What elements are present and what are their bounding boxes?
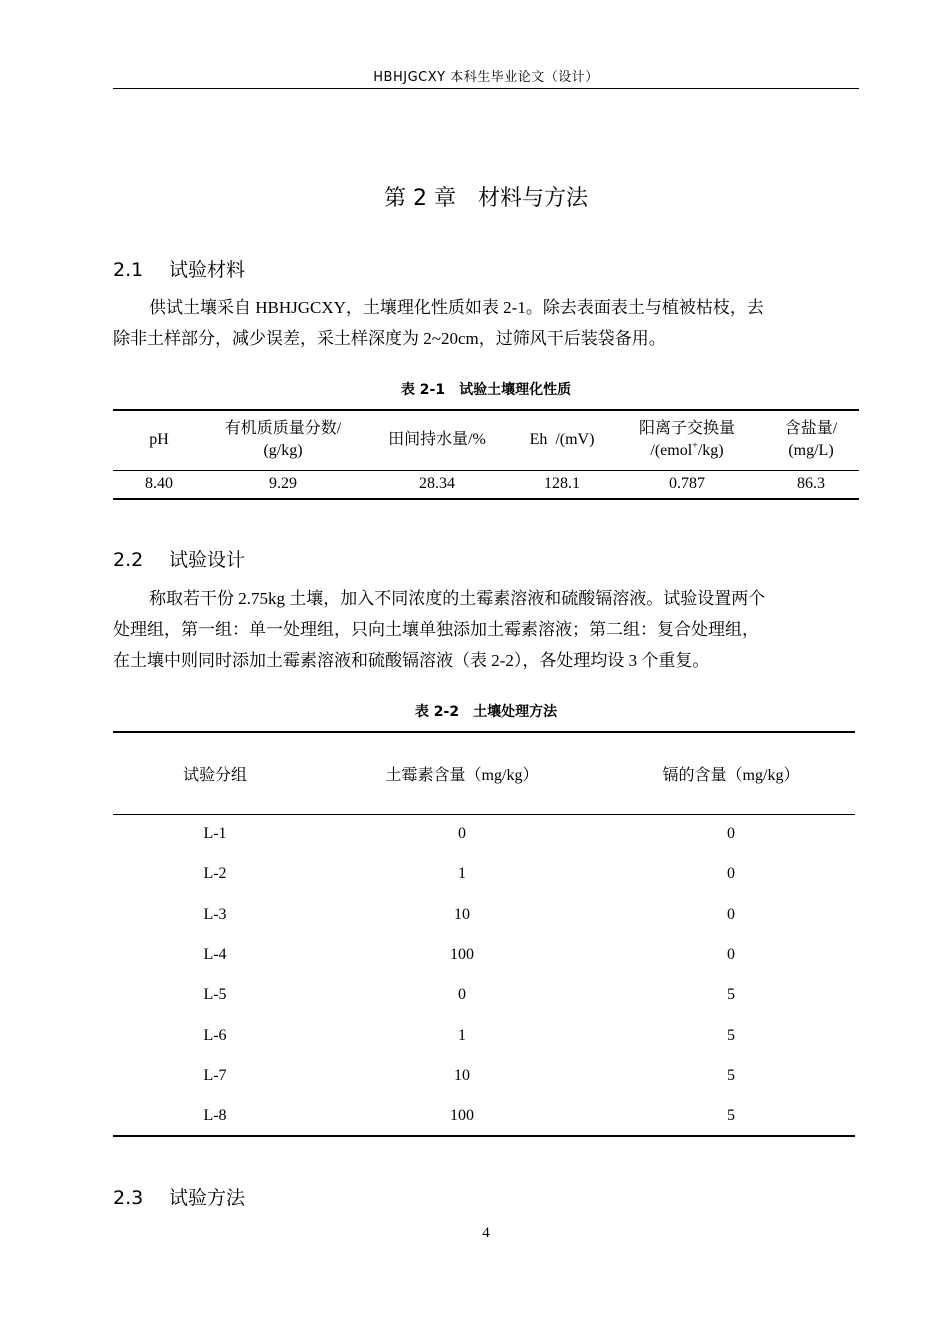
- paragraph-design: [113, 583, 859, 676]
- table-cell: L-2: [203, 865, 227, 883]
- paragraph-line: 处理组，第一组：单一处理组，只向土壤单独添加土霉素溶液；第二组：复合处理组，: [113, 620, 759, 639]
- table-cell: 0: [727, 905, 735, 923]
- table-cell: 5: [727, 986, 735, 1004]
- paragraph-line: 称取若干份 2.75kg 土壤，加入不同浓度的土霉素溶液和硫酸镉溶液。试验设置两个: [149, 589, 766, 608]
- soil-properties-table: [113, 409, 859, 500]
- table-row: [113, 470, 859, 499]
- chapter-title: 第 2 章 材料与方法: [384, 186, 588, 211]
- table-cell: L-3: [203, 905, 227, 923]
- column-header-oxytetracycline: 土霉素含量（mg/kg）: [317, 732, 607, 814]
- column-header-group: 试验分组: [113, 732, 317, 814]
- table-cell: 0.787: [669, 475, 705, 493]
- table-cell: 28.34: [419, 475, 455, 493]
- running-header: HBHJGCXY 本科生毕业论文（设计）: [373, 70, 599, 85]
- table-row: [113, 975, 855, 1015]
- table-cell: 9.29: [269, 475, 297, 493]
- section-title: 试验设计: [169, 549, 246, 571]
- table-header-row: [113, 732, 855, 814]
- treatment-table: [113, 731, 855, 1137]
- table-cell: 100: [450, 1106, 474, 1124]
- table-cell: 0: [727, 865, 735, 883]
- table-cell: L-1: [203, 825, 227, 843]
- table-header-row: [113, 410, 859, 470]
- table-cell: 0: [727, 825, 735, 843]
- table-cell: 5: [727, 1026, 735, 1044]
- table-cell: 10: [454, 1066, 470, 1084]
- paragraph-line: 在土壤中则同时添加土霉素溶液和硫酸镉溶液（表 2-2），各处理均设 3 个重复。: [113, 651, 710, 670]
- table-row: [113, 895, 855, 935]
- table-cell: 86.3: [797, 475, 825, 493]
- column-header-water-capacity: 田间持水量/%: [361, 410, 513, 470]
- column-header-ph: pH: [113, 410, 205, 470]
- table-row: [113, 1096, 855, 1136]
- table-row: [113, 935, 855, 975]
- table-row: [113, 814, 855, 854]
- table-cell: 128.1: [544, 475, 580, 493]
- table-cell: L-4: [203, 946, 227, 964]
- table-cell: L-6: [203, 1026, 227, 1044]
- table-row: [113, 1015, 855, 1055]
- table-1-caption: 表 2-1 试验土壤理化性质: [400, 382, 572, 398]
- table-cell: 100: [450, 946, 474, 964]
- table-cell: 0: [458, 986, 466, 1004]
- table-cell: 5: [727, 1066, 735, 1084]
- table-2-caption: 表 2-2 土壤处理方法: [414, 704, 558, 720]
- table-row: [113, 1056, 855, 1096]
- table-cell: L-5: [203, 986, 227, 1004]
- table-row: [113, 854, 855, 894]
- table-cell: 8.40: [145, 475, 173, 493]
- section-number: 2.1: [113, 259, 144, 281]
- table-cell: 1: [458, 865, 466, 883]
- table-cell: 5: [727, 1106, 735, 1124]
- section-title: 试验方法: [169, 1187, 246, 1209]
- paragraph-line: 供试土壤采自 HBHJGCXY，土壤理化性质如表 2-1。除去表面表土与植被枯枝，去: [149, 298, 764, 317]
- table-cell: L-7: [203, 1066, 227, 1084]
- table-cell: 0: [727, 946, 735, 964]
- column-header-salt: 含盐量/ (mg/L): [763, 410, 859, 470]
- section-number: 2.2: [113, 549, 144, 571]
- column-header-organic-matter: 有机质质量分数/ (g/kg): [205, 410, 361, 470]
- section-number: 2.3: [113, 1187, 144, 1209]
- column-header-cec: 阳离子交换量 /(emol+/kg): [611, 410, 763, 470]
- paragraph-line: 除非土样部分，减少误差，采土样深度为 2~20cm，过筛风干后装袋备用。: [113, 329, 666, 348]
- section-heading-2-3: [113, 1183, 245, 1210]
- header-rule: [113, 88, 859, 89]
- page-number: 4: [482, 1225, 490, 1241]
- column-header-cadmium: 镉的含量（mg/kg）: [607, 732, 855, 814]
- section-heading-2-1: [113, 255, 245, 282]
- table-cell: L-8: [203, 1106, 227, 1124]
- column-header-eh: Eh /(mV): [513, 410, 611, 470]
- table-cell: 10: [454, 905, 470, 923]
- section-heading-2-2: [113, 545, 245, 572]
- table-cell: 0: [458, 825, 466, 843]
- paragraph-materials: [113, 292, 859, 354]
- table-cell: 1: [458, 1026, 466, 1044]
- section-title: 试验材料: [169, 259, 246, 281]
